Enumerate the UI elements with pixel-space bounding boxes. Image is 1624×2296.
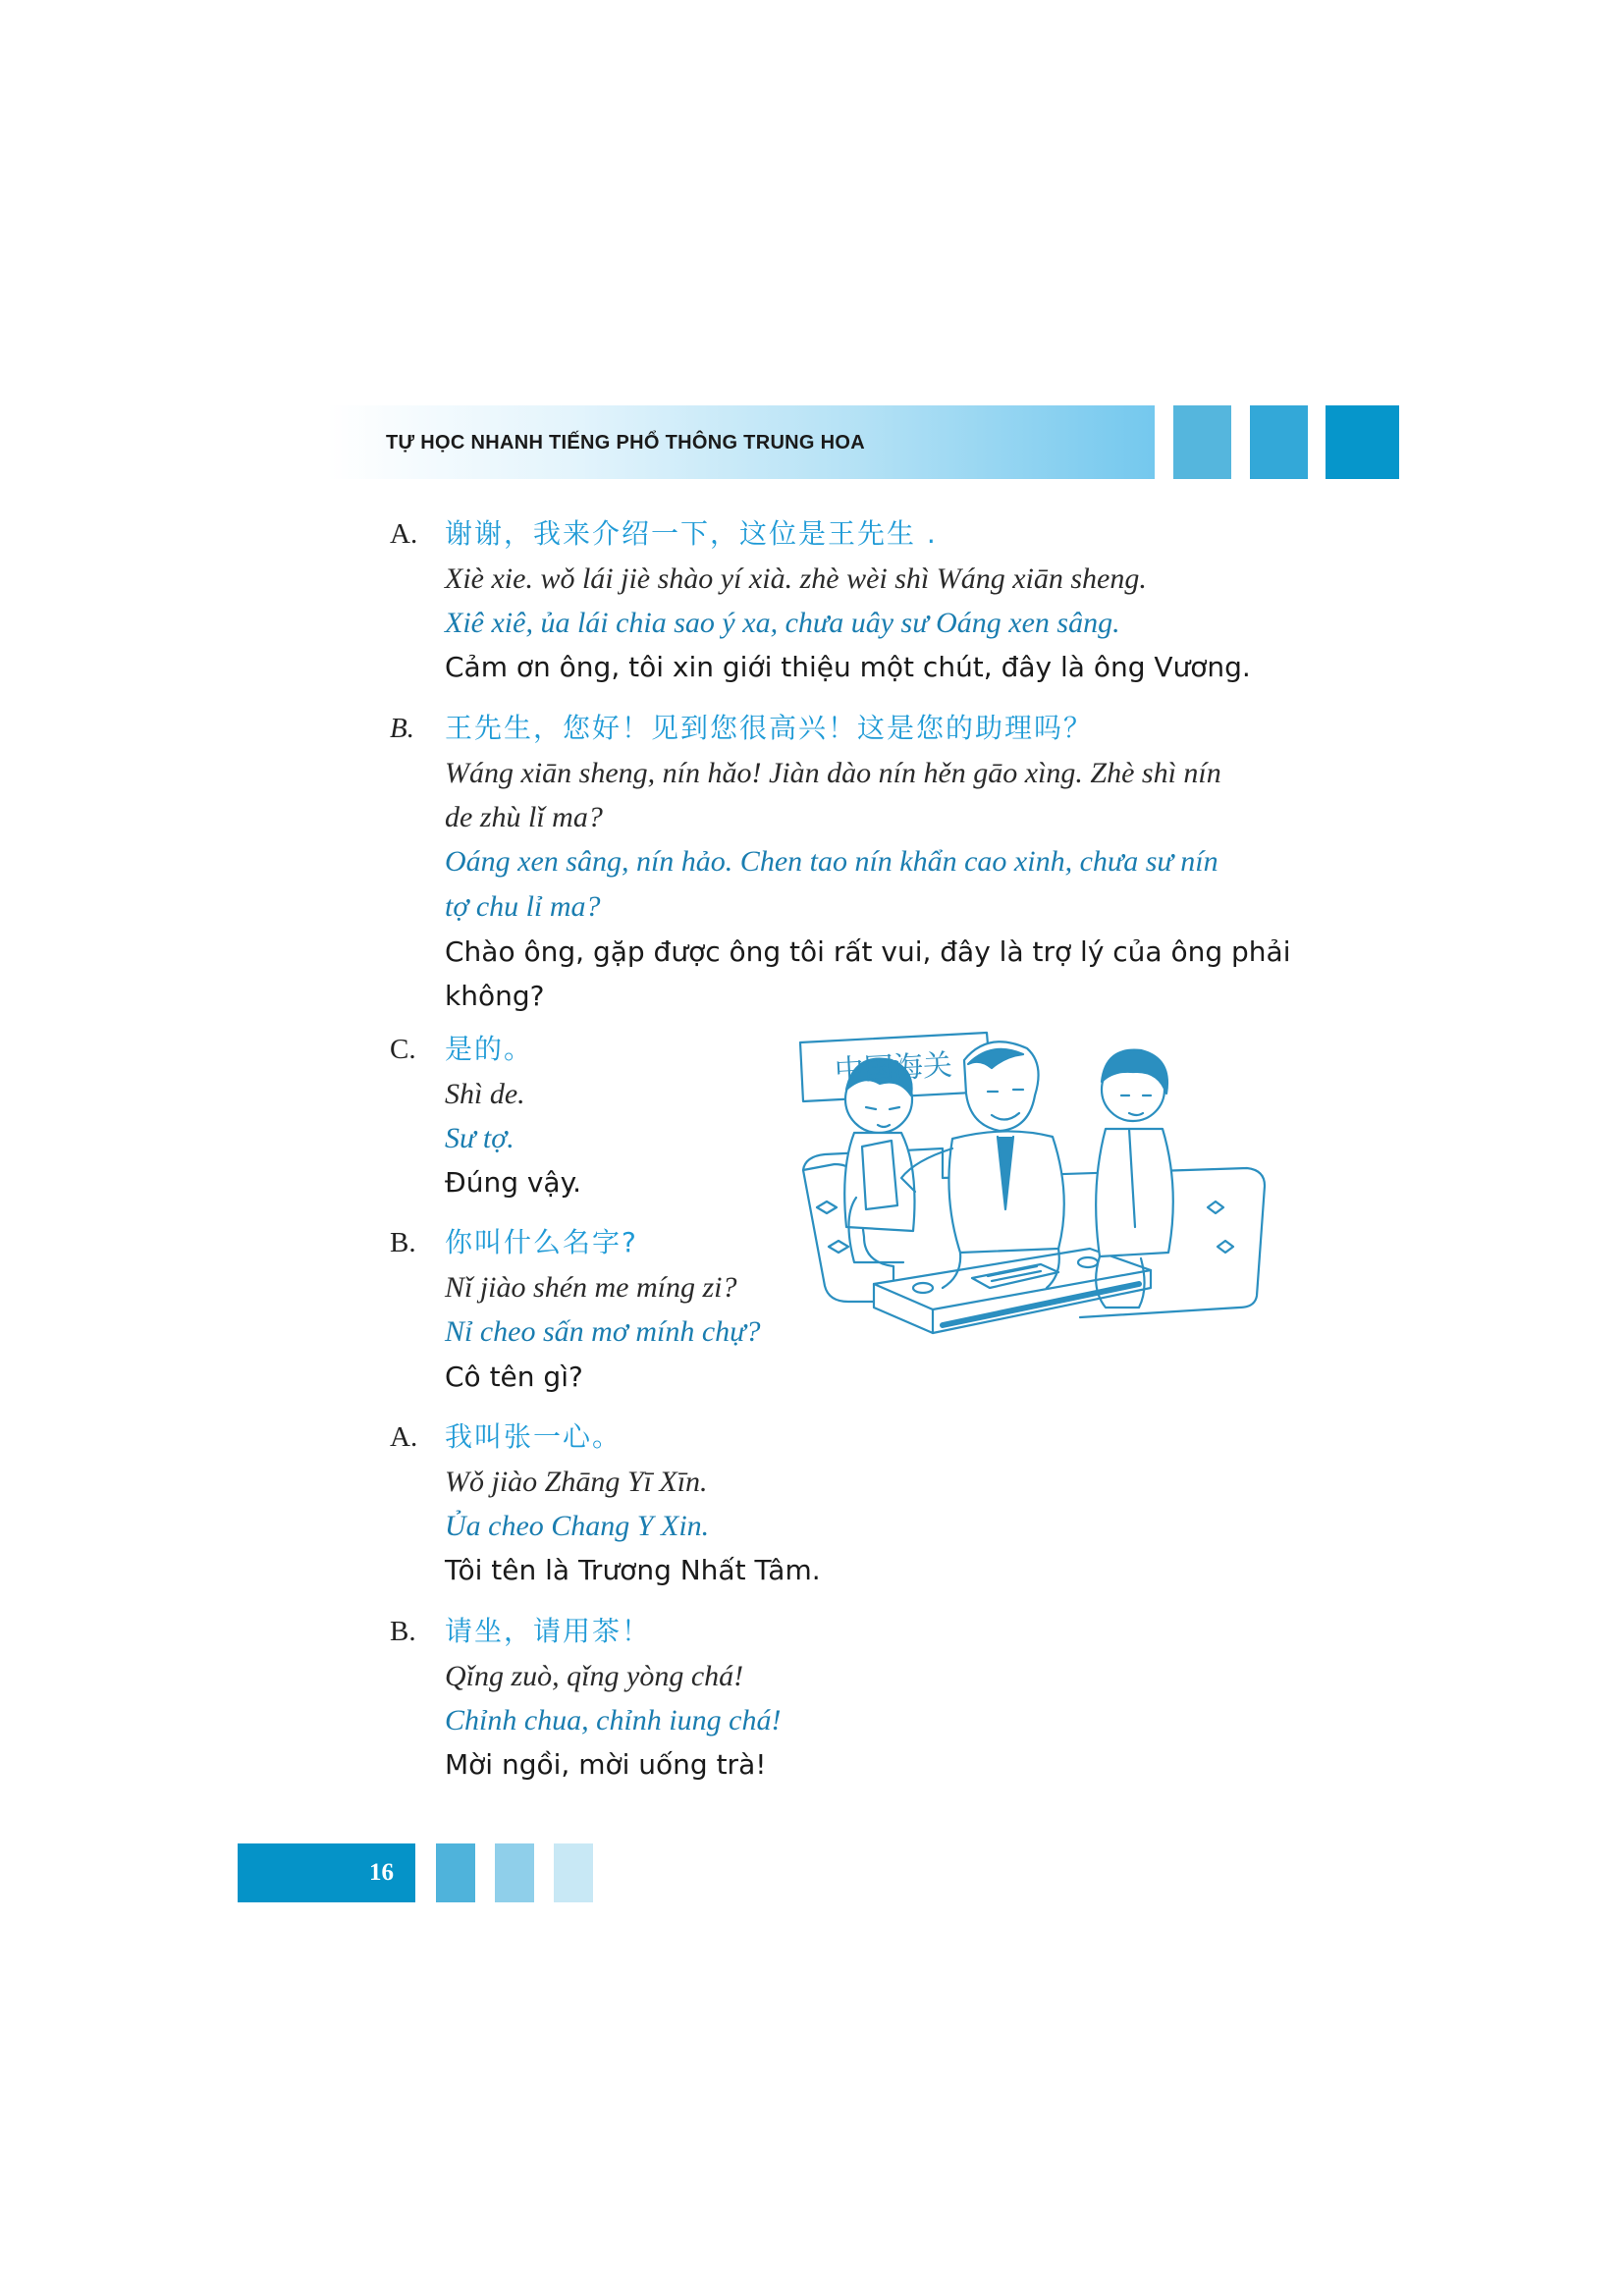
- pinyin-line: de zhù lǐ ma?: [445, 801, 603, 833]
- pinyin-line: Xiè xie. wǒ lái jiè shào yí xià. zhè wèi shì Wáng xiān sheng.: [445, 562, 1147, 595]
- pinyin-line: Wáng xiān sheng, nín hǎo! Jiàn dào nín hěn gāo xìng. Zhè shì nín: [445, 757, 1221, 789]
- phonetic-line: Chỉnh chua, chỉnh iung chá!: [445, 1704, 782, 1736]
- footer-square-3: [554, 1843, 593, 1902]
- vietnamese-line: Chào ông, gặp được ông tôi rất vui, đây là trợ lý của ông phải: [445, 935, 1291, 968]
- header-square-1: [1173, 405, 1231, 479]
- vietnamese-line: Tôi tên là Trương Nhất Tâm.: [445, 1554, 821, 1586]
- footer-square-1: [436, 1843, 475, 1902]
- vietnamese-line: Mời ngồi, mời uống trà!: [445, 1748, 767, 1781]
- header-square-3: [1326, 405, 1399, 479]
- vietnamese-line: Cô tên gì?: [445, 1361, 583, 1393]
- speaker-label: B.: [390, 713, 414, 744]
- hanzi-line: 王先生，您好！见到您很高兴！这是您的助理吗？: [445, 712, 1094, 744]
- vietnamese-line: Cảm ơn ông, tôi xin giới thiệu một chút, đây là ông Vương.: [445, 651, 1251, 683]
- speaker-label: B.: [390, 1227, 416, 1258]
- phonetic-line: tợ chu lỉ ma?: [445, 890, 601, 923]
- footer-square-2: [495, 1843, 534, 1902]
- phonetic-line: Sư tợ.: [445, 1122, 514, 1154]
- pinyin-line: Wǒ jiào Zhāng Yī Xīn.: [445, 1466, 708, 1498]
- speaker-label: A.: [390, 1421, 418, 1453]
- customs-sign-text: 中国海关: [834, 1047, 953, 1090]
- header-square-2: [1250, 405, 1308, 479]
- hanzi-line: 我叫张一心。: [445, 1420, 623, 1453]
- phonetic-line: Oáng xen sâng, nín hảo. Chen tao nín khẩn cao xinh, chưa sư nín: [445, 845, 1218, 878]
- hanzi-line: 是的。: [445, 1033, 534, 1065]
- page-number: 16: [369, 1859, 394, 1886]
- running-header-title: TỰ HỌC NHANH TIẾNG PHỔ THÔNG TRUNG HOA: [386, 432, 865, 454]
- phonetic-line: Ủa cheo Chang Y Xin.: [445, 1510, 710, 1542]
- speaker-label: A.: [390, 518, 418, 550]
- vietnamese-line: Đúng vậy.: [445, 1166, 582, 1199]
- hanzi-line: 你叫什么名字?: [445, 1226, 638, 1258]
- speaker-label: B.: [390, 1616, 416, 1647]
- vietnamese-line: không?: [445, 980, 545, 1012]
- hanzi-line: 谢谢，我来介绍一下，这位是王先生 .: [445, 517, 938, 550]
- pinyin-line: Nǐ jiào shén me míng zi?: [445, 1271, 737, 1304]
- phonetic-line: Xiê xiê, ủa lái chia sao ý xa, chưa uây sư Oáng xen sâng.: [445, 607, 1120, 639]
- customs-office-scene-icon: [795, 1031, 1267, 1364]
- phonetic-line: Nỉ cheo sấn mơ mính chự?: [445, 1315, 761, 1348]
- pinyin-line: Qǐng zuò, qǐng yòng chá!: [445, 1660, 744, 1692]
- speaker-label: C.: [390, 1034, 416, 1065]
- hanzi-line: 请坐，请用茶！: [445, 1615, 652, 1647]
- pinyin-line: Shì de.: [445, 1078, 525, 1110]
